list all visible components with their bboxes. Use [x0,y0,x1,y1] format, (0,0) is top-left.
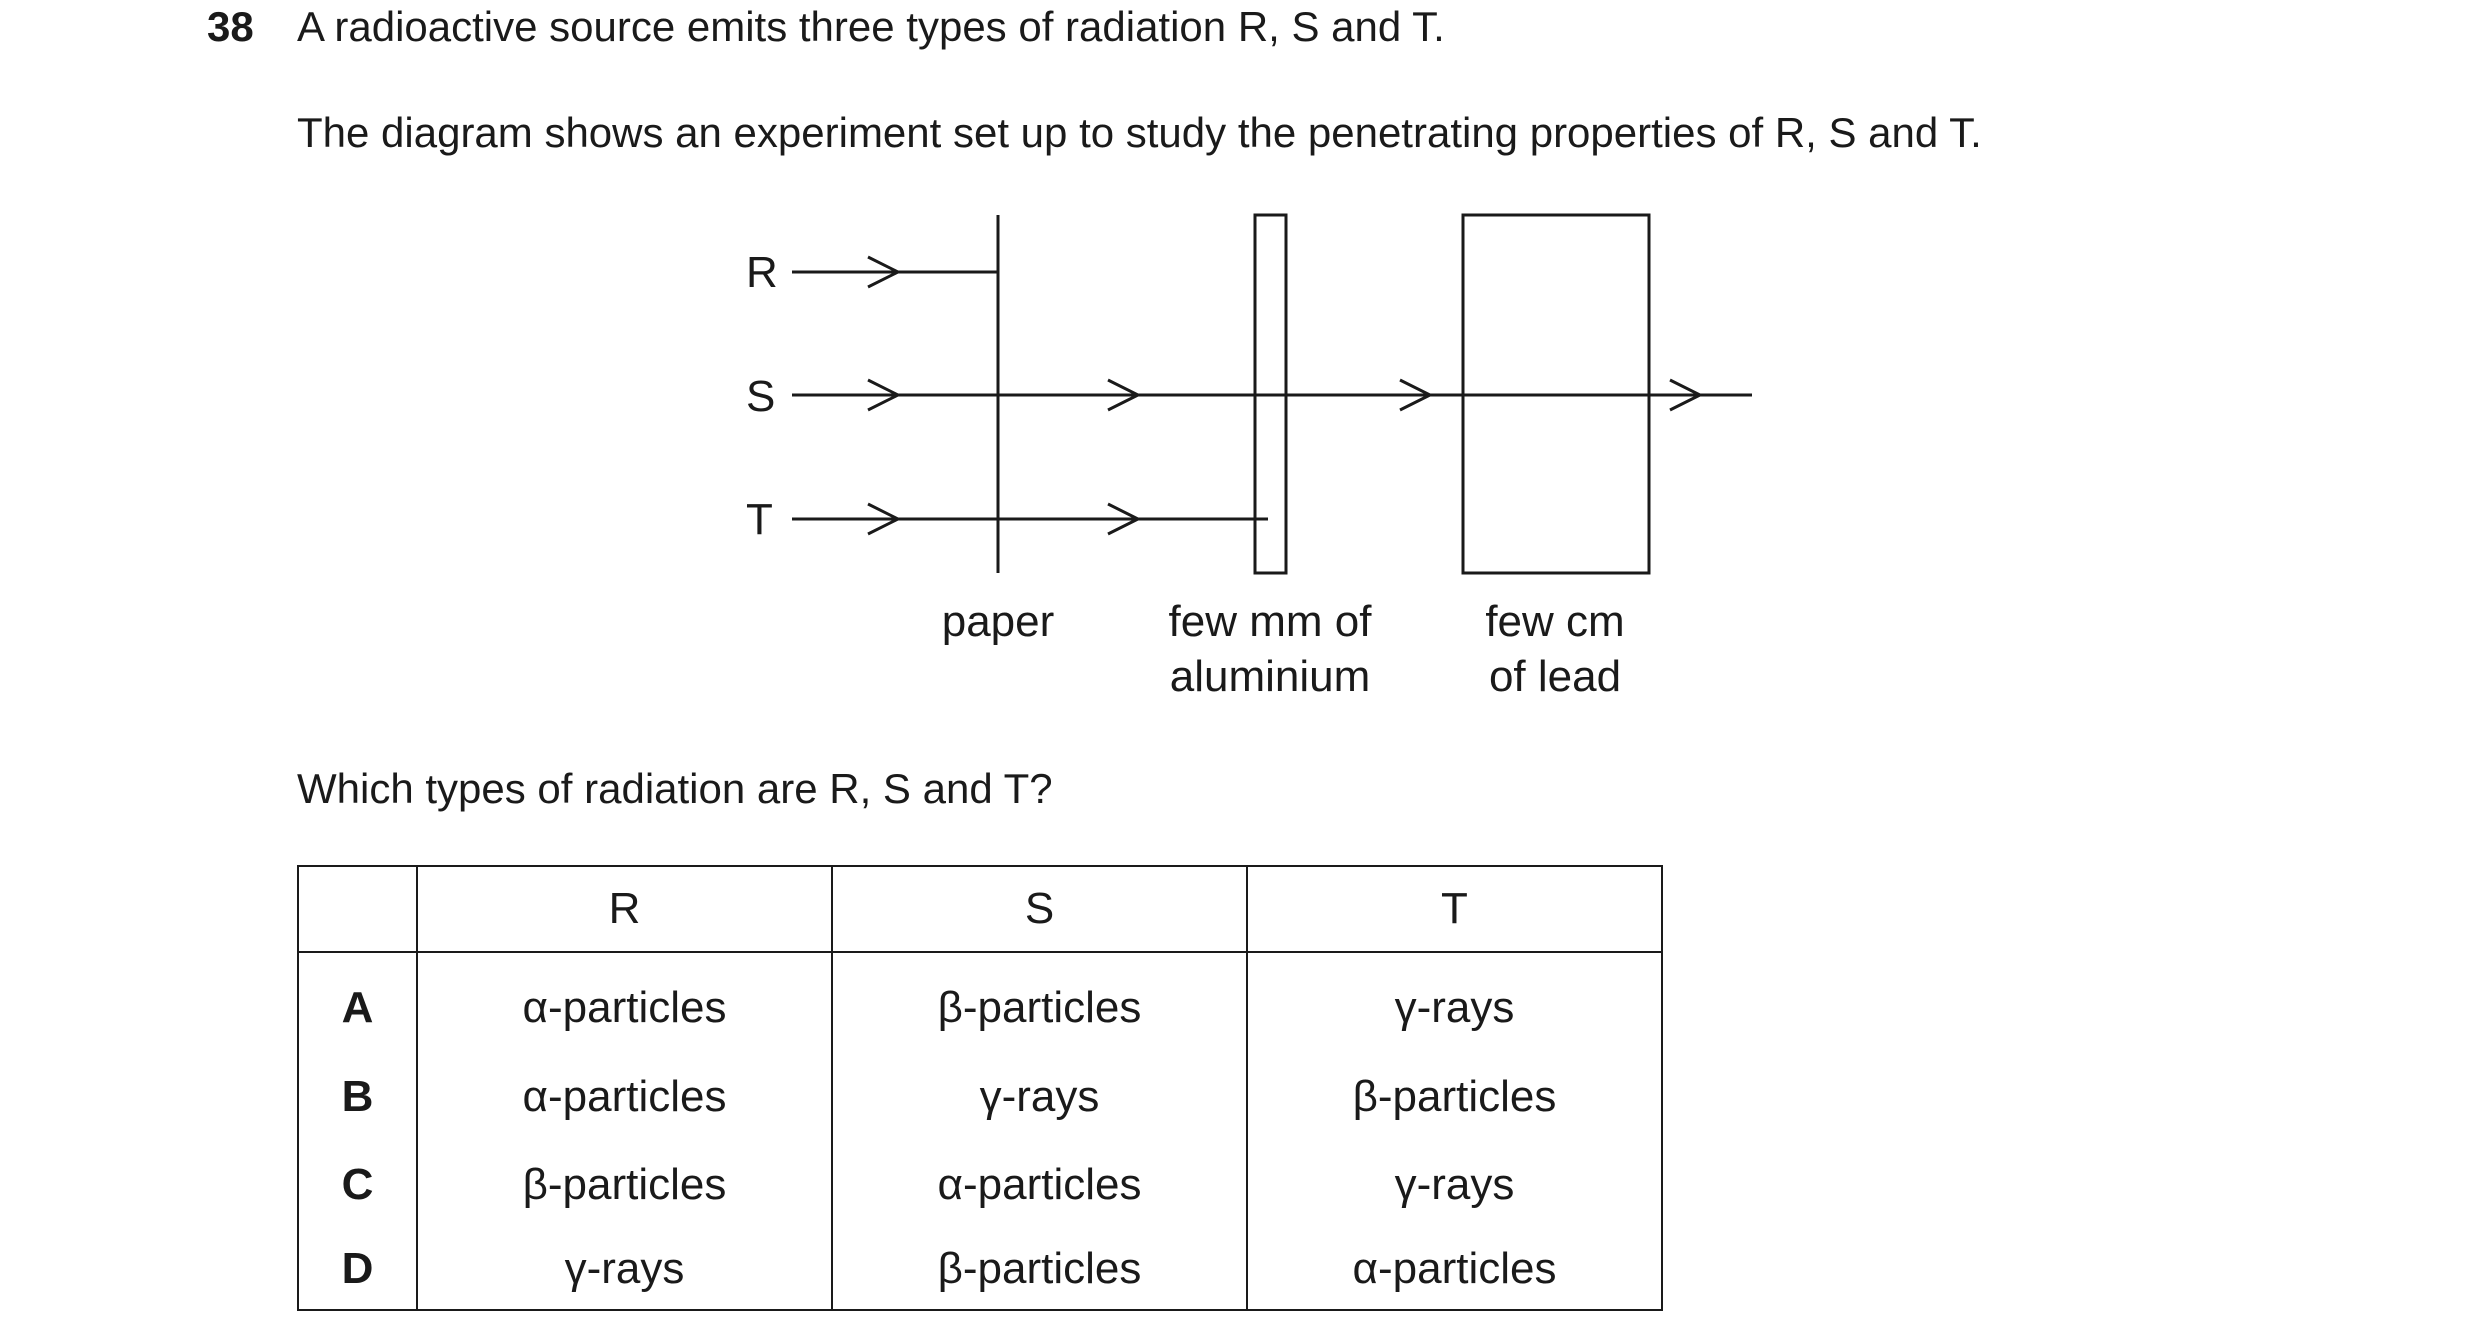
header-blank [298,866,417,952]
question-number: 38 [207,3,254,50]
aluminium-label-2: aluminium [1169,652,1371,701]
cell-t: β-particles [1247,1053,1662,1141]
lead-label-2: of lead [1488,652,1622,701]
paper-label: paper [941,597,1055,646]
ray-label-t: T [746,495,773,544]
cell-t: α-particles [1247,1229,1662,1310]
option-row-b[interactable] [298,1053,1662,1141]
question-description: The diagram shows an experiment set up to study the penetrating properties of R, S and T. [297,109,1982,156]
cell-t: γ-rays [1247,952,1662,1053]
header-t: T [1247,866,1662,952]
cell-r: α-particles [417,952,832,1053]
cell-r: γ-rays [417,1229,832,1310]
option-letter[interactable]: A [298,952,417,1053]
question-prompt: Which types of radiation are R, S and T? [297,765,1053,812]
ray-label-r: R [746,248,778,297]
question-intro: A radioactive source emits three types of radiation R, S and T. [297,3,1445,50]
cell-r: β-particles [417,1141,832,1229]
option-letter[interactable]: B [298,1053,417,1141]
answer-table [297,865,1663,1311]
header-s: S [832,866,1247,952]
cell-s: β-particles [832,1229,1247,1310]
cell-s: α-particles [832,1141,1247,1229]
cell-r: α-particles [417,1053,832,1141]
option-row-d[interactable] [298,1229,1662,1310]
lead-label-1: few cm [1485,597,1625,646]
ray-label-s: S [746,372,776,421]
aluminium-label-1: few mm of [1168,597,1372,646]
option-letter[interactable]: C [298,1141,417,1229]
option-row-a[interactable] [298,952,1662,1053]
header-r: R [417,866,832,952]
cell-s: β-particles [832,952,1247,1053]
option-letter[interactable]: D [298,1229,417,1310]
cell-s: γ-rays [832,1053,1247,1141]
option-row-c[interactable] [298,1141,1662,1229]
cell-t: γ-rays [1247,1141,1662,1229]
